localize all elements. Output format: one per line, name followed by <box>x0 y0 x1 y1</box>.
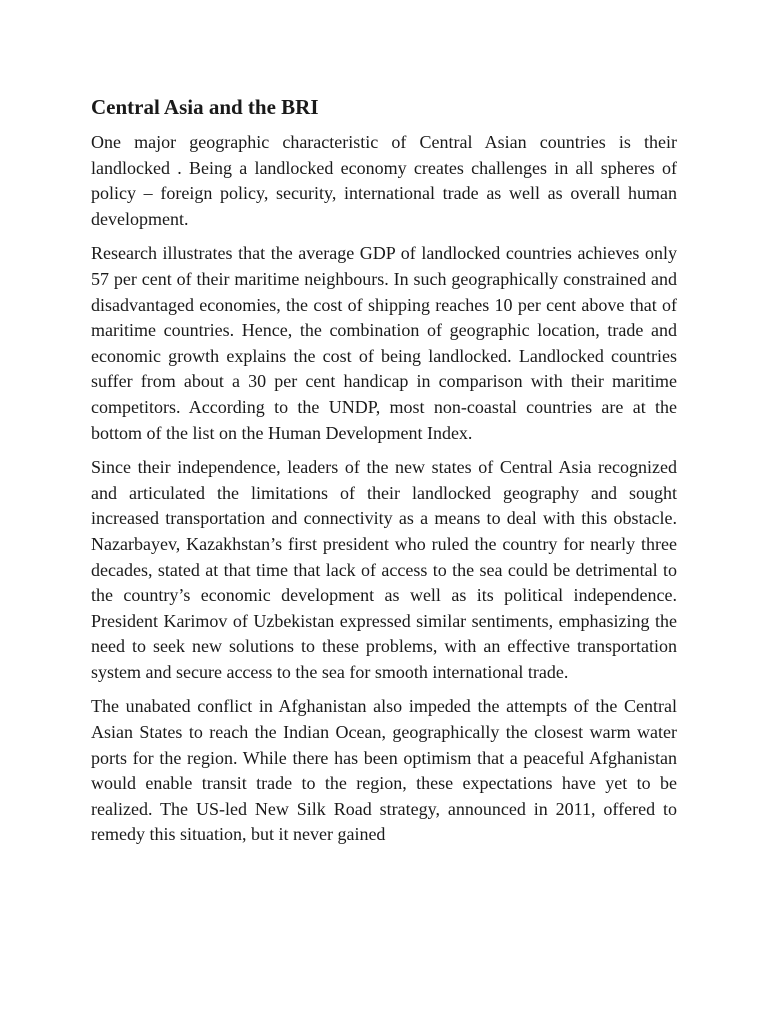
paragraph-landlocked-characteristic: One major geographic characteristic of Central Asian countries is their landlocked . Being a landlocked economy creates challenges in all spheres of policy – foreign policy, security, international trade as well as overall human development. <box>91 132 677 229</box>
paragraph-afghanistan-conflict: The unabated conflict in Afghanistan also impeded the attempts of the Central Asian States to reach the Indian Ocean, geographically the closest warm water ports for the region. While there has been optimism that a peaceful Afghanistan would enable transit trade to the region, these expectations have yet to be realized. The US-led New Silk Road strategy, announced in 2011, offered to remedy this situation, but it never gained <box>91 696 677 845</box>
document-page <box>91 93 677 857</box>
section-title: Central Asia and the BRI <box>91 95 319 119</box>
paragraph-independence-leaders: Since their independence, leaders of the new states of Central Asia recognized and articulated the limitations of their landlocked geography and sought increased transportation and connectivity as a means to deal with this obstacle. Nazarbayev, Kazakhstan’s first president who ruled the country for nearly three decades, stated at that time that lack of access to the sea could be detrimental to the country’s economic development as well as its political independence. President Karimov of Uzbekistan expressed similar sentiments, emphasizing the need to seek new solutions to these problems, with an effective transportation system and secure access to the sea for smooth international trade. <box>91 457 677 682</box>
paragraph-research-gdp: Research illustrates that the average GDP of landlocked countries achieves only 57 per cent of their maritime neighbours. In such geographically constrained and disadvantaged economies, the cost of shipping reaches 10 per cent above that of maritime countries. Hence, the combination of geographic location, trade and economic growth explains the cost of being landlocked. Landlocked countries suffer from about a 30 per cent handicap in comparison with their maritime competitors. According to the UNDP, most non-coastal countries are at the bottom of the list on the Human Development Index. <box>91 243 677 443</box>
